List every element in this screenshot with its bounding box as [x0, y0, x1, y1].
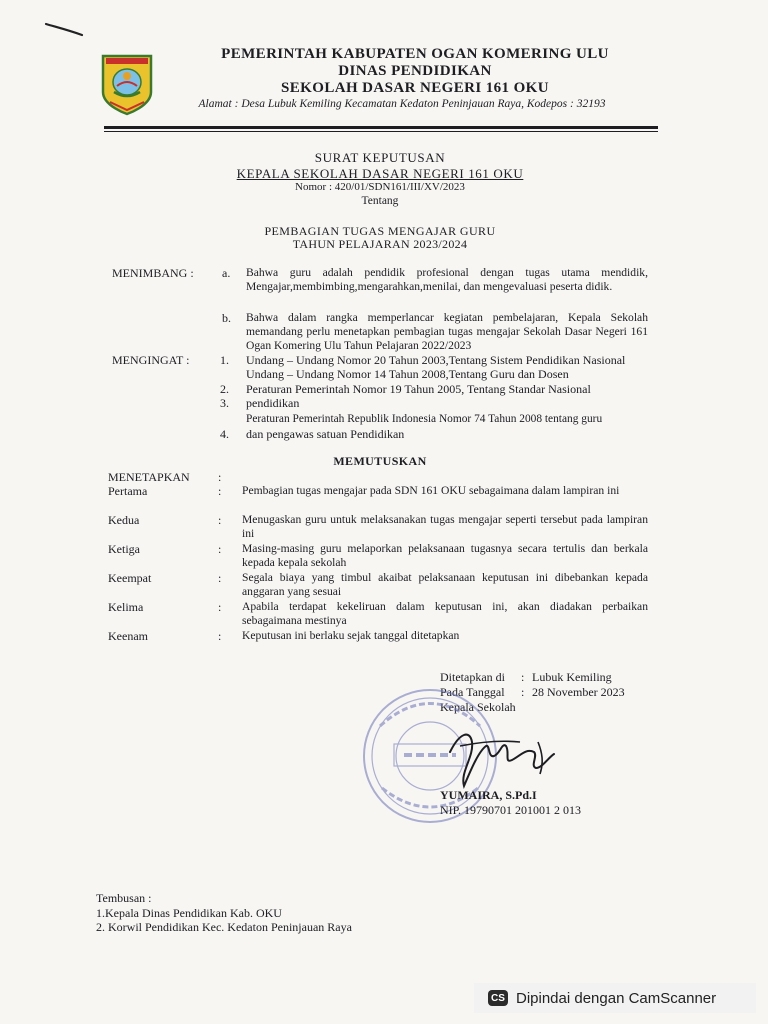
camscanner-logo-icon: CS — [488, 990, 508, 1006]
letterhead-line-1: PEMERINTAH KABUPATEN OGAN KOMERING ULU — [221, 46, 609, 62]
menetapkan-item-text: Keputusan ini berlaku sejak tanggal ditetapkan — [242, 629, 460, 642]
memutuskan-heading: MEMUTUSKAN — [333, 454, 427, 468]
letterhead-address: Alamat : Desa Lubuk Kemiling Kecamatan Kedaton Peninjauan Raya, Kodepos : 32193 — [198, 98, 606, 110]
tentang-label: Tentang — [361, 195, 399, 207]
menetapkan-item-label: Pertama — [108, 484, 148, 498]
place-label: Ditetapkan di — [440, 670, 505, 684]
handwritten-signature-icon — [430, 712, 570, 792]
menimbang-marker-b: b. — [222, 311, 231, 325]
mengingat-number-1: 1. — [220, 353, 229, 367]
camscanner-text: Dipindai dengan CamScanner — [516, 989, 717, 1007]
signer-nip: NIP. 19790701 201001 2 013 — [440, 803, 582, 817]
mengingat-line: Peraturan Pemerintah Republik Indonesia Nomor 74 Tahun 2008 tentang guru — [246, 413, 603, 425]
colon: : — [218, 600, 222, 614]
tembusan-item: 2. Korwil Pendidikan Kec. Kedaton Peninjauan Raya — [96, 920, 352, 934]
menetapkan-item-text: Masing-masing guru melaporkan pelaksanaan tugasnya secara tertulis dan berkala kepada kepala sekolah — [242, 542, 648, 569]
menimbang-text-b: Bahwa dalam rangka memperlancar kegiatan pembelajaran, Kepala Sekolah memandang perlu menetapkan pembagian tugas mengajar Sekolah Dasar Negeri 161 Ogan Komering Ulu Tahun Pelajaran 2022/2023 — [246, 311, 648, 352]
mengingat-line: Undang – Undang Nomor 20 Tahun 2003,Tentang Sistem Pendidikan Nasional — [246, 353, 626, 367]
document-issuer: KEPALA SEKOLAH DASAR NEGERI 161 OKU — [236, 166, 524, 181]
letterhead-line-2: DINAS PENDIDIKAN — [338, 63, 492, 79]
mengingat-number-2: 2. — [220, 382, 229, 396]
menimbang-marker-a: a. — [222, 266, 231, 280]
colon: : — [218, 484, 222, 498]
menetapkan-item-label: Kedua — [108, 513, 140, 527]
menimbang-label: MENIMBANG : — [112, 266, 194, 280]
subject-line-2: TAHUN PELAJARAN 2023/2024 — [292, 237, 468, 251]
place-value: Lubuk Kemiling — [532, 670, 612, 684]
menetapkan-label: MENETAPKAN — [108, 470, 190, 484]
mengingat-label: MENGINGAT : — [112, 353, 190, 367]
camscanner-watermark — [474, 983, 756, 1013]
menetapkan-item-label: Keempat — [108, 571, 152, 585]
signer-name: YUMAIRA, S.Pd.I — [440, 788, 537, 802]
letterhead-rule-thick — [104, 126, 658, 129]
colon: : — [218, 629, 222, 643]
tembusan-title: Tembusan : — [96, 891, 152, 905]
colon: : — [521, 685, 525, 699]
regency-logo-icon — [100, 52, 154, 116]
document-number: Nomor : 420/01/SDN161/III/XV/2023 — [295, 181, 465, 193]
mengingat-line: Undang – Undang Nomor 14 Tahun 2008,Tentang Guru dan Dosen — [246, 367, 569, 381]
colon: : — [218, 542, 222, 556]
menetapkan-item-label: Kelima — [108, 600, 144, 614]
mengingat-number-3: 3. — [220, 396, 229, 410]
menetapkan-item-text: Menugaskan guru untuk melaksanakan tugas mengajar seperti tersebut pada lampiran ini — [242, 513, 648, 540]
letterhead-line-3: SEKOLAH DASAR NEGERI 161 OKU — [281, 80, 549, 96]
colon: : — [218, 513, 222, 527]
menetapkan-item-text: Apabila terdapat kekeliruan dalam keputusan ini, akan diadakan perbaikan sebagaimana mestinya — [242, 600, 648, 627]
mengingat-line: Peraturan Pemerintah Nomor 19 Tahun 2005, Tentang Standar Nasional — [246, 382, 591, 396]
pen-mark-icon — [44, 20, 84, 38]
date-label: Pada Tanggal — [440, 685, 505, 699]
colon: : — [218, 571, 222, 585]
menetapkan-item-label: Ketiga — [108, 542, 140, 556]
signer-position: Kepala Sekolah — [440, 700, 516, 714]
mengingat-line: dan pengawas satuan Pendidikan — [246, 427, 405, 441]
mengingat-number-4: 4. — [220, 427, 229, 441]
menetapkan-item-text: Segala biaya yang timbul akaibat pelaksanaan keputusan ini dibebankan kepada anggaran yang sesuai — [242, 571, 648, 598]
letterhead-rule-thin — [104, 131, 658, 132]
colon: : — [218, 470, 222, 484]
mengingat-line: pendidikan — [246, 396, 300, 410]
menetapkan-item-label: Keenam — [108, 629, 148, 643]
document-title: SURAT KEPUTUSAN — [314, 150, 446, 165]
menetapkan-item-text: Pembagian tugas mengajar pada SDN 161 OKU sebagaimana dalam lampiran ini — [242, 484, 620, 497]
date-value: 28 November 2023 — [532, 685, 625, 699]
menimbang-text-a: Bahwa guru adalah pendidik profesional dengan tugas utama mendidik, Mengajar,membimbing,mengarahkan,menilai, dan mengevaluasi peserta didik. — [246, 266, 648, 293]
tembusan-item: 1.Kepala Dinas Pendidikan Kab. OKU — [96, 906, 282, 920]
subject-line-1: PEMBAGIAN TUGAS MENGAJAR GURU — [264, 224, 496, 238]
colon: : — [521, 670, 525, 684]
